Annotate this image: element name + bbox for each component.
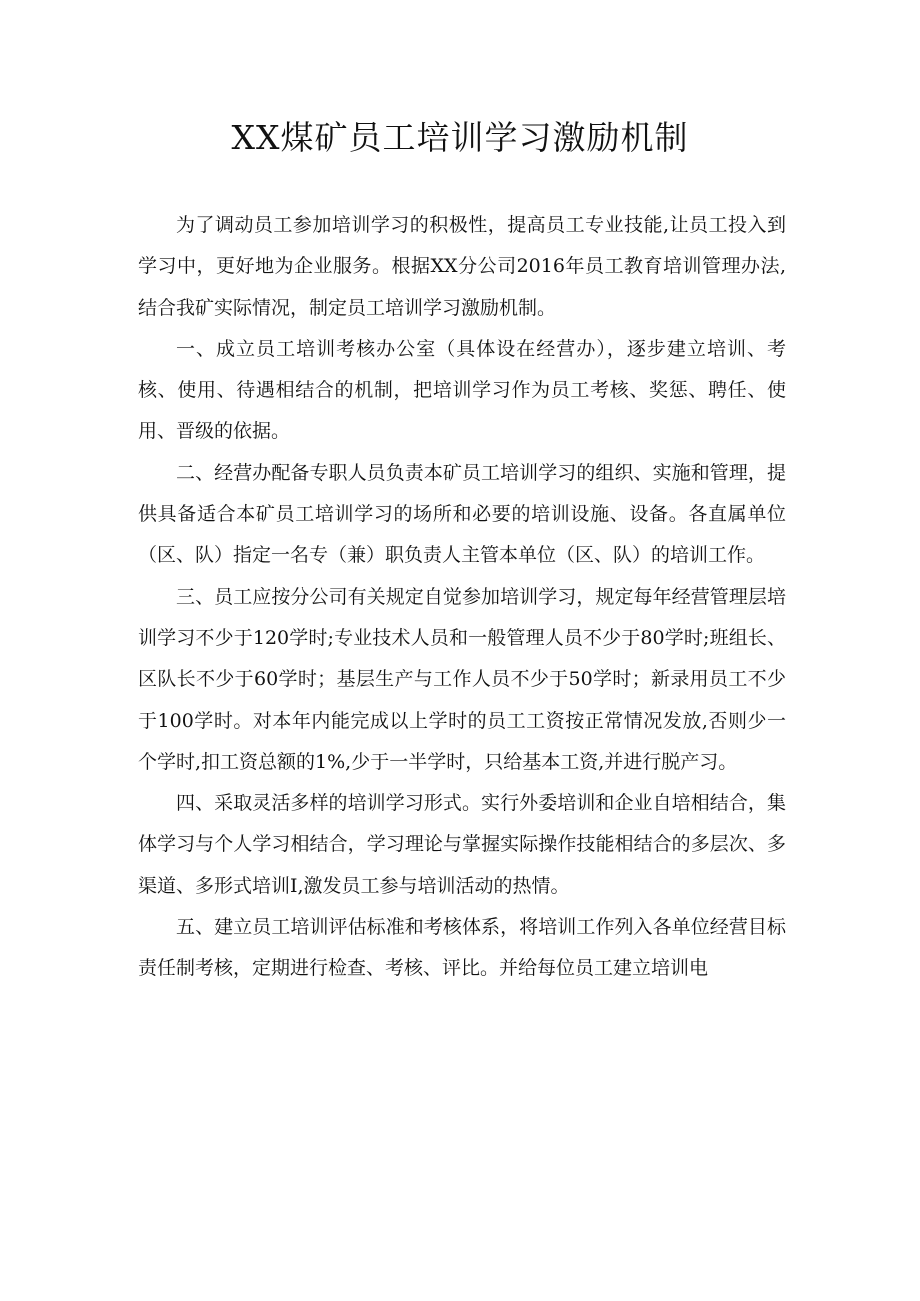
document-title: XX煤矿员工培训学习激励机制 (231, 118, 689, 157)
paragraph-item-3: 三、员工应按分公司有关规定自觉参加培训学习，规定每年经营管理层培训学习不少于120学时;专业技术人员和一般管理人员不少于80学时;班组长、区队长不少于60学时；基层生产与工作人员不少于50学时；新录用员工不少于100学时。对本年内能完成以上学时的员工工资按正常情况发放,否则少一个学时,扣工资总额的1%,少于一半学时，只给基本工资,并进行脱产习。 (138, 585, 786, 773)
paragraph-intro: 为了调动员工参加培训学习的积极性，提高员工专业技能,让员工投入到学习中，更好地为企业服务。根据XX分公司2016年员工教育培训管理办法,结合我矿实际情况，制定员工培训学习激励机制。 (138, 214, 786, 319)
paragraph-item-5: 五、建立员工培训评估标准和考核体系，将培训工作列入各单位经营目标责任制考核，定期进行检查、考核、评比。并给每位员工建立培训电 (138, 916, 786, 980)
paragraph-item-2: 二、经营办配备专职人员负责本矿员工培训学习的组织、实施和管理，提供具备适合本矿员工培训学习的场所和必要的培训设施、设备。各直属单位（区、队）指定一名专（兼）职负责人主管本单位（区、队）的培训工作。 (138, 461, 786, 567)
document-body (138, 205, 786, 990)
paragraph-item-4: 四、采取灵活多样的培训学习形式。实行外委培训和企业自培相结合，集体学习与个人学习相结合，学习理论与掌握实际操作技能相结合的多层次、多渠道、多形式培训I,激发员工参与培训活动的热情。 (138, 792, 786, 897)
paragraph-item-1: 一、成立员工培训考核办公室（具体设在经营办），逐步建立培训、考核、使用、待遇相结合的机制，把培训学习作为员工考核、奖惩、聘任、使用、晋级的依据。 (138, 337, 786, 443)
